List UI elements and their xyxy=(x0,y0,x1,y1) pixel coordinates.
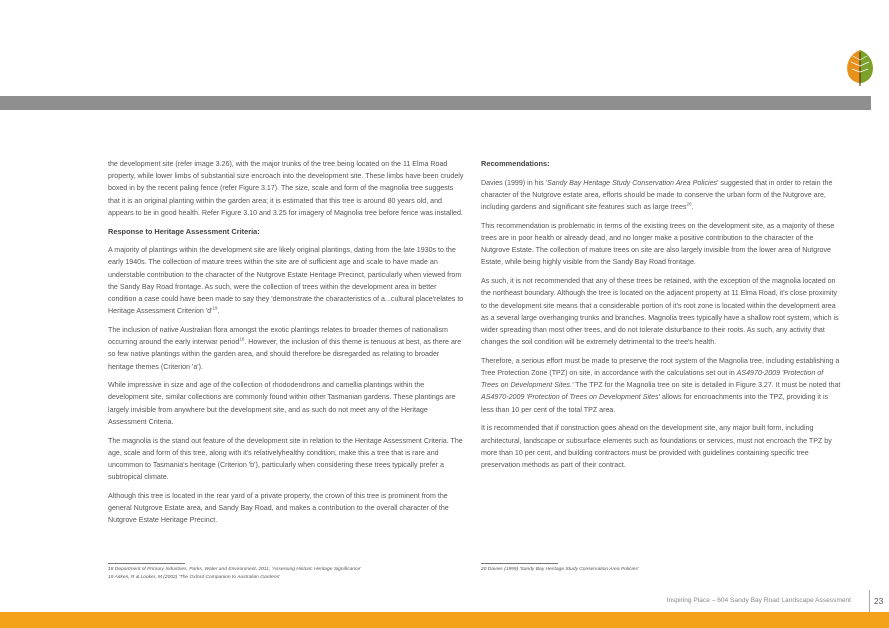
page-number-divider xyxy=(869,590,870,612)
paragraph-text: . xyxy=(217,307,220,316)
footer-band xyxy=(0,612,889,628)
footnote-divider xyxy=(108,563,185,564)
paragraph-text: The TPZ for the Magnolia tree on site is detailed in Figure 3.27. It must be noted that xyxy=(573,381,841,390)
footnotes-left xyxy=(108,566,448,581)
paragraph-text: . xyxy=(691,203,694,212)
footnote-ref: 19 xyxy=(212,305,218,311)
paragraph: The magnolia is the stand out feature of the development site in relation to the Heritage Assessment Criteria. The age, scale and form of this tree, along with it's relativelyhealthy condition, make this a tree that is rare and uncommon to Tasmania's heritage (Criterion 'b'), particularly when considering these trees typically prefer a subtropical climate. xyxy=(108,436,463,482)
paragraph-italic: AS4970-2009 'Protection of Trees on Development Sites' xyxy=(481,393,660,402)
paragraph-text: . However, the inclusion of this theme is tenuous at best, as there are so few native plantings within the garden area, and should therefore be disregarded as relating to broader heritage themes (Criterion 'a'). xyxy=(108,338,462,371)
paragraph-text: Therefore, a serious effort must be made to preserve the root system of the Magnolia tree, including establishing a Tree Protection Zone (TPZ) on site, in accordance with the calculations set out in xyxy=(481,356,840,378)
footer-title: Inspiring Place – 604 Sandy Bay Road Landscape Assessment xyxy=(666,597,851,604)
paragraph-text: Davies (1999) in his ' xyxy=(481,178,548,187)
paragraph-text: The inclusion of native Australian flora amongst the exotic plantings relates to broader themes of nationalism occurring around the early interwar period xyxy=(108,325,448,347)
paragraph xyxy=(481,177,841,214)
paragraph-italic: AS4970-2009 'Protection of Trees on Development Sites.' xyxy=(481,369,824,390)
paragraph xyxy=(481,355,841,416)
paragraph: This recommendation is problematic in terms of the existing trees on the development site, as a majority of these trees are in poor health or already dead, and no longer make a positive contribution to the character of the Nutgrove Estate. The collection of mature trees on site are also largely invisible from the lower area of Nutgrove Estate, while being highly visible from the Sandy Bay Road frontage. xyxy=(481,221,835,267)
section-heading: Recommendations: xyxy=(481,159,550,168)
leaf-logo-icon xyxy=(844,48,876,88)
footnote: 20 Davies (1999) 'Sandy Bay Heritage Study Conservation Area Policies' xyxy=(481,567,639,572)
paragraph-text: ' suggested that in order to retain the character of the Nutgrove estate area, efforts should be made to conserve the urban form of the Nutgrove are, including gardens and significant site features such as large trees xyxy=(481,178,833,212)
right-column xyxy=(481,158,841,478)
footnote: 18 Department of Primary Industries, Parks, Water and Environment, 2011, 'Assessing Historic Heritage Significance' xyxy=(108,567,362,572)
paragraph: As such, it is not recommended that any of these trees be retained, with the exception of the magnolia located on the northeast boundary. Although the tree is located on the adjacent property at 11 Elma Road, it's close proximity to the development site means that a considerable portion of it's root zone is located within the development area as a several large overhanging trunks and branches. Magnolia trees typically have a shallow root system, which is wider spreading than most other trees, and do not tolerate disturbance to their roots. As such, any activity that changes the soil condition will be extremely detrimental to the tree's health. xyxy=(481,277,839,347)
footnote-ref: 18 xyxy=(239,336,245,342)
section-heading: Response to Heritage Assessment Criteria: xyxy=(108,226,260,236)
left-column xyxy=(108,158,465,533)
footnotes-right xyxy=(481,566,781,574)
footnote: 19 Aitken, R & Looker, M (2002) 'The Oxford Companion to Australian Gardens' xyxy=(108,574,280,580)
paragraph: Although this tree is located in the rear yard of a private property, the crown of this tree is prominent from the general Nutgrove Estate area, and Sandy Bay Road, and makes a contribution to the overall character of the Nutgrove Estate Heritage Precinct. xyxy=(108,491,449,525)
paragraph-text: A majority of plantings within the development site are likely original plantings, dating from the late 1930s to the early 1940s. The collection of mature trees within the site are of sufficient age and scale to have made an understable contribution to the character of the Nutgrove Estate Heritage Precinct, particularly when viewed from the Sandy Bay Road frontage. As such, were the collection of trees within the development area in better condition a case could have been made to say they 'demonstrate the characteristics of a...cultural place'relates to Heritage Assessment Criterion 'd' xyxy=(108,246,464,316)
paragraph-italic: Sandy Bay Heritage Study Conservation Area Policies xyxy=(547,178,718,187)
paragraph: It is recommended that if construction goes ahead on the development site, any major built form, including architectural, landscape or subsurface elements such as foundations or services, must not encroach the TPZ by more than 10 per cent, and building contractors must be provided with guidelines containing specific tree preservation methods as part of their contract. xyxy=(481,424,832,469)
paragraph xyxy=(108,324,465,373)
header-band xyxy=(0,96,871,110)
paragraph: the development site (refer image 3.26), with the major trunks of the tree being located on the 11 Elma Road property, while lower limbs of substantial size encroach into the development site. These limbs have been crudely boxed in by the recent paling fence (refer Figure 3.17). The size, scale and form of the magnolia tree suggests that it is an original planting within the garden area; it is estimated that this tree is around 80 years old, and appears to be in good health. Refer Figure 3.10 and 3.25 for imagery of Magnolia tree before fence was installed. xyxy=(108,160,464,217)
footnote-divider xyxy=(481,563,558,564)
paragraph-text: allows for encroachments into the TPZ, providing it is less than 10 per cent of the total TPZ area. xyxy=(481,393,829,414)
paragraph xyxy=(108,244,465,317)
paragraph: While impressive in size and age of the collection of rhododendrons and camellia plantings within the development site, similar collections are commonly found within other Tasmanian gardens. These plantings are largely invisible from anywhere but the development site, and as such do not meet any of the Heritage Assessment Criteria. xyxy=(108,381,456,426)
page-number: 23 xyxy=(874,596,884,606)
footnote-ref: 20 xyxy=(686,201,692,207)
